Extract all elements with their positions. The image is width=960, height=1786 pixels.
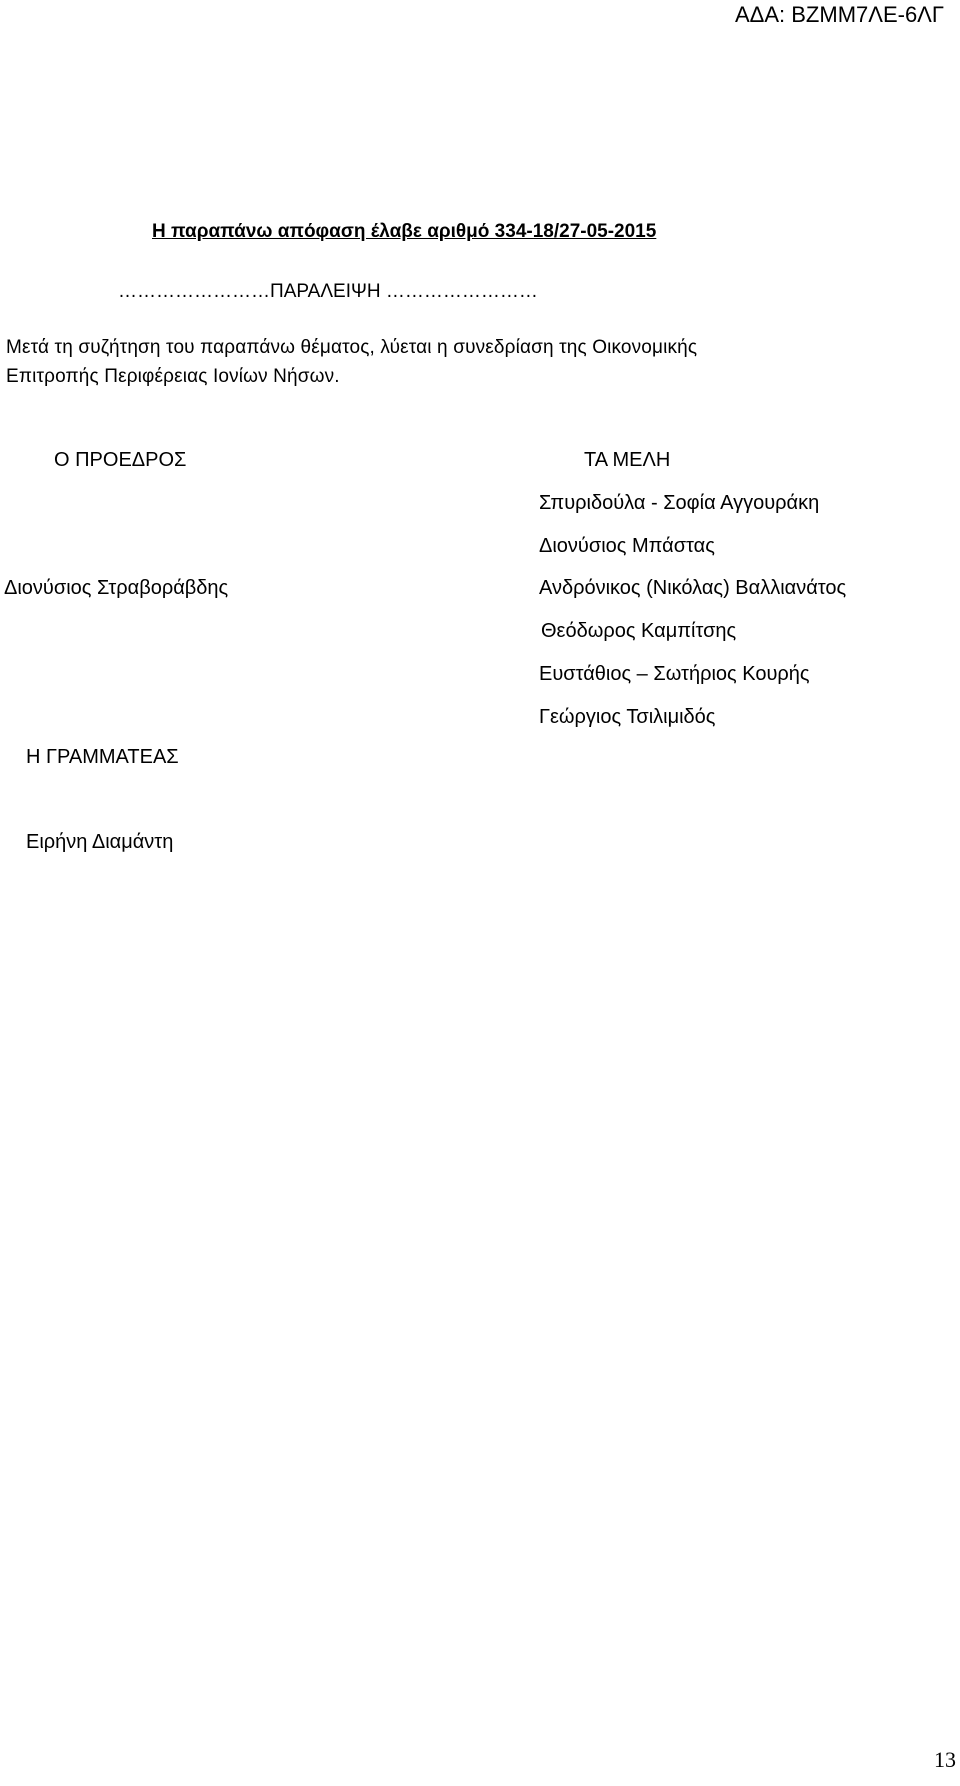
decision-number-heading: Η παραπάνω απόφαση έλαβε αριθμό 334-18/27-05-2015 xyxy=(152,221,657,242)
member-name: Σπυριδούλα - Σοφία Αγγουράκη xyxy=(539,492,820,514)
member-name: Ανδρόνικος (Νικόλας) Βαλλιανάτος xyxy=(539,577,847,599)
member-name: Θεόδωρος Καμπίτσης xyxy=(541,620,737,642)
secretary-title: Η ΓΡΑΜΜΑΤΕΑΣ xyxy=(26,746,179,768)
closing-paragraph-line-1: Μετά τη συζήτηση του παραπάνω θέματος, λύεται η συνεδρίαση της Οικονομικής xyxy=(6,337,698,358)
president-name: Διονύσιος Στραβοράβδης xyxy=(4,577,229,599)
page-number: 13 xyxy=(934,1747,956,1772)
president-title: Ο ΠΡΟΕΔΡΟΣ xyxy=(54,449,187,471)
members-title: ΤΑ ΜΕΛΗ xyxy=(584,449,671,471)
secretary-name: Ειρήνη Διαμάντη xyxy=(26,831,174,853)
member-name: Ευστάθιος – Σωτήριος Κουρής xyxy=(539,663,810,685)
closing-paragraph-line-2: Επιτροπής Περιφέρειας Ιονίων Νήσων. xyxy=(6,366,340,387)
omission-marker: ……………………ΠΑΡΑΛΕΙΨΗ …………………… xyxy=(118,281,538,302)
member-name: Διονύσιος Μπάστας xyxy=(539,535,715,557)
ada-code: ΑΔΑ: ΒΖΜΜ7ΛΕ-6ΛΓ xyxy=(734,2,944,27)
member-name: Γεώργιος Τσιλιμιδός xyxy=(539,706,716,728)
